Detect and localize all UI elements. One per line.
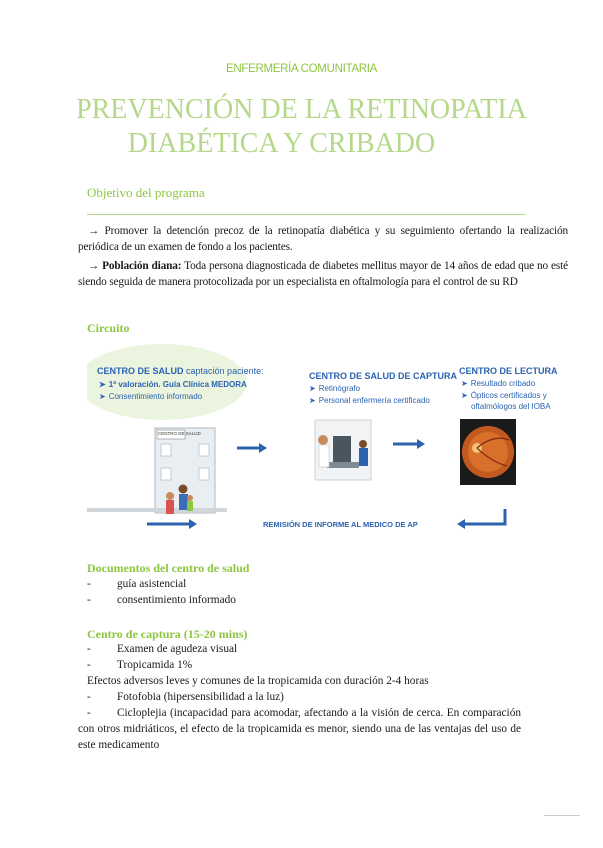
list-item: - consentimiento informado [87, 594, 236, 606]
box2-item: ➤ Retinógrafo [309, 384, 361, 393]
box1-title [97, 366, 264, 376]
objective-paragraph [78, 223, 568, 255]
circuit-diagram [87, 344, 558, 549]
chevron-right-icon: ➤ [99, 380, 106, 389]
arrow-icon: → [88, 260, 100, 272]
list-item: - Fotofobia (hipersensibilidad a la luz) [87, 691, 284, 703]
chevron-right-icon: ➤ [461, 391, 468, 400]
box3-item: ➤ Ópticos certificados y [461, 391, 547, 400]
objective-heading: Objetivo del programa [87, 185, 205, 200]
box1-title-main: CENTRO DE SALUD [97, 366, 184, 376]
target-population-paragraph [78, 258, 568, 290]
list-dash: - [87, 707, 91, 719]
box3-item: ➤ Resultado cribado [461, 379, 536, 388]
box3-item: oftalmólogos del IOBA [471, 402, 551, 411]
target-population-label: Población diana: [102, 260, 182, 272]
chevron-right-icon: ➤ [309, 384, 316, 393]
target-population-text: Toda persona diagnosticada de diabetes mellitus mayor de 14 años de edad que no esté siendo seguida de manera protocolizada por un especialista en oftalmología para el control de su RD [78, 260, 568, 288]
chevron-right-icon: ➤ [461, 379, 468, 388]
page-title [0, 93, 603, 161]
box2-title: CENTRO DE SALUD DE CAPTURA [309, 371, 458, 381]
list-item: - Tropicamida 1% [87, 659, 193, 671]
chevron-right-icon: ➤ [99, 392, 106, 401]
fundus-image-icon [460, 419, 516, 485]
flow-arrow-1 [237, 443, 267, 453]
cycloplegia-paragraph [78, 705, 521, 753]
objective-text: Promover la detención precoz de la retinopatía diabética y su seguimiento ofertando la realización periódica de un examen de fondo a los pacientes. [78, 225, 568, 253]
chevron-right-icon: ➤ [309, 396, 316, 405]
title-line-2: DIABÉTICA Y CRIBADO [127, 128, 436, 159]
box1-item: ➤ 1ª valoración. Guía Clínica MEDORA [99, 380, 247, 389]
page-mark [544, 815, 580, 816]
building-sign: CENTRO DE SALUD [158, 431, 201, 436]
return-arrow-right [457, 509, 505, 529]
list-item: - Examen de agudeza visual [87, 643, 238, 655]
box1-title-suffix: captación paciente: [186, 366, 264, 376]
box3-title: CENTRO DE LECTURA [459, 366, 558, 376]
flow-arrow-2 [393, 439, 425, 449]
documents-heading: Documentos del centro de salud [87, 561, 250, 575]
circuit-heading: Circuito [87, 321, 130, 335]
cycloplegia-text: Cicloplejia (incapacidad para acomodar, afectando a la visión de cerca. En comparación con otros midriáticos, el efecto de la tropicamida es menor, siendo una de las ventajas del uso de este medicamento [78, 707, 521, 751]
title-line-1: PREVENCIÓN DE LA RETINOPATIA [76, 94, 527, 125]
effects-text: Efectos adversos leves y comunes de la tropicamida con duración 2-4 horas [87, 675, 429, 687]
health-center-building-icon [87, 428, 227, 514]
return-label: REMISIÓN DE INFORME AL MEDICO DE AP [263, 520, 418, 529]
section-divider [87, 214, 525, 215]
list-item: - guía asistencial [87, 578, 187, 590]
return-arrow-left [147, 519, 197, 529]
arrow-icon: → [88, 225, 100, 237]
box1-item: ➤ Consentimiento informado [99, 392, 203, 401]
capture-heading: Centro de captura (15-20 mins) [87, 627, 248, 641]
retinograph-icon [315, 420, 371, 480]
header-label: ENFERMERÍA COMUNITARIA [225, 63, 377, 75]
box2-item: ➤ Personal enfermería certificado [309, 396, 430, 405]
